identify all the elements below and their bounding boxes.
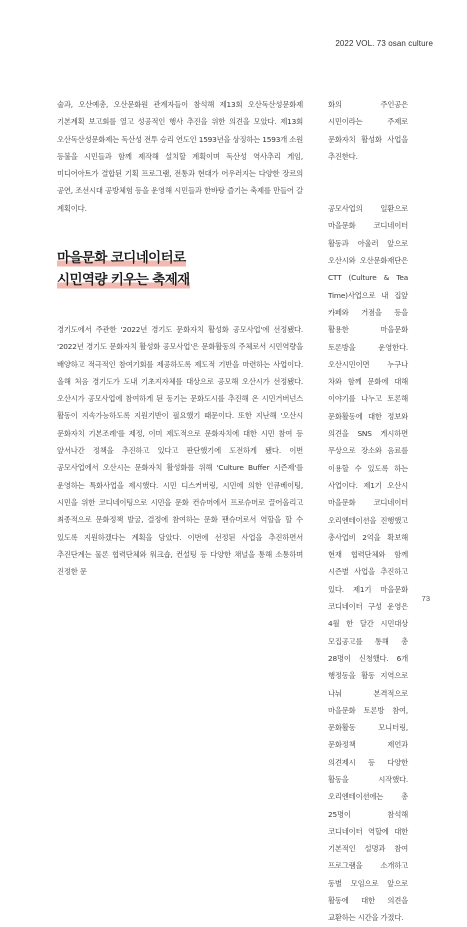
right-paragraph-2: 공모사업의 일환으로 마을문화 코디네이터 활동과 아울러 앞으로 오산시와 오산문화재단은 CTT (Culture & Tea Time)사업으로 내 집앞 카페와 거점을 등을 활용한 마을문화 토론방을 운영한다. 오산시민이면 누구나 차와 함께 문화에 대해 이야기를 나누고 토론해 문화활동에 대한 정보와 의견을 SNS 게시하면 무상으로 장소와 음료를 이용할 수 있도록 하는 사업이다. 제1기 오산시 마을문화 코디네이터 오리엔테이션을 진행했고 총사업비 2억을 확보해 현재 협력단체와 함께 시즌별 사업을 추진하고 있다. 제1기 마을문화 코디네이터 구성 운영은 4월 한 달간 시민대상 모집공고를 통해 총 28명이 신청했다. 6개 행정동을 활동 지역으로 나눠 본격적으로 마을문화 토론방 참여, 문화활동 모니터링, 문화정책 제언과 의견제시 등 다양한 활동을 시작했다. 오리엔테이션에는 총 25명이 참석해 코디네이터 역할에 대한 기본적인 설명과 참여 프로그램을 소개하고 동별 모임으로 앞으로 활동에 대한 의견을 교환하는 시간을 가졌다. — [328, 204, 408, 923]
right-paragraph-1: 화의 주인공은 시민이라는 주제로 문화자치 활성화 사업을 추진한다. — [328, 100, 408, 161]
paragraph-gap — [328, 165, 408, 200]
magazine-header: 2022 VOL. 73 osan culture — [335, 39, 433, 48]
intro-paragraph: 술과, 오산예총, 오산문화원 관계자들이 참석해 제13회 오산독산성문화제 기본계획 보고회를 열고 성공적인 행사 추진을 위한 의견을 모았다. 제13회 오산독산성문화제는 독산성 전투 승리 연도인 1593년을 상징하는 1593개 소원 등불을 시민들과 함께 제작해 설치할 계획이며 독산성 역사추리 게임, 미디어아트가 결합된 기획 프로그램, 전통과 현대가 어우러지는 다양한 장르의 공연, 조선시대 공방체험 등을 운영해 시민들과 한바탕 즐기는 축제를 만들어 갈 계획이다. — [57, 100, 303, 213]
heading-line-2: 시민역량 키우는 축제재 — [57, 269, 190, 291]
body-paragraph: 경기도에서 주관한 '2022년 경기도 문화자치 활성화 공모사업'에 선정됐다. '2022년 경기도 문화자치 활성화 공모사업'은 문화활동의 주체로서 시민역량을 배양하고 적극적인 참여기회를 제공하도록 제도적 기반을 마련하는 사업이다. 올해 처음 경기도가 도내 기초지자체를 대상으로 공모해 오산시가 선정됐다. 오산시가 공모사업에 참여하게 된 동기는 문화도시를 추진해 온 시민거버넌스 활동이 지속가능하도록 지원기반이 필요했기 때문이다. 또한 지난해 '오산시 문화자치 기본조례'를 제정, 이미 제도적으로 문화자치에 대한 시민 참여 등 앞서나간 정책을 추진하고 있다고 판단했기에 도전하게 됐다. 이번 공모사업에서 오산시는 문화자치 활성화를 위해 'Culture Buffer 시즌제'를 운영하는 특화사업을 제시했다. 시민 디스커버링, 시민에 의한 인큐베이팅, 시민을 위한 코디네이팅으로 시민을 문화 컨슈머에서 프로슈머로 끌어올리고 최종적으로 문화정책 발굴, 결정에 참여하는 문화 팬슈머로서 역할을 할 수 있도록 지원하겠다는 계획을 담았다. 이번에 선정된 사업을 추진하면서 추진단계는 물론 협력단체와 워크숍, 컨설팅 등 다양한 채널을 통해 소통하며 진정한 문 — [57, 325, 303, 577]
left-column-body — [57, 321, 303, 580]
page-number: 73 — [421, 594, 430, 603]
right-column — [328, 96, 408, 927]
heading-line-1: 마을문화 코디네이터로 — [57, 247, 186, 269]
section-heading — [57, 247, 257, 291]
left-column-intro — [57, 96, 303, 217]
